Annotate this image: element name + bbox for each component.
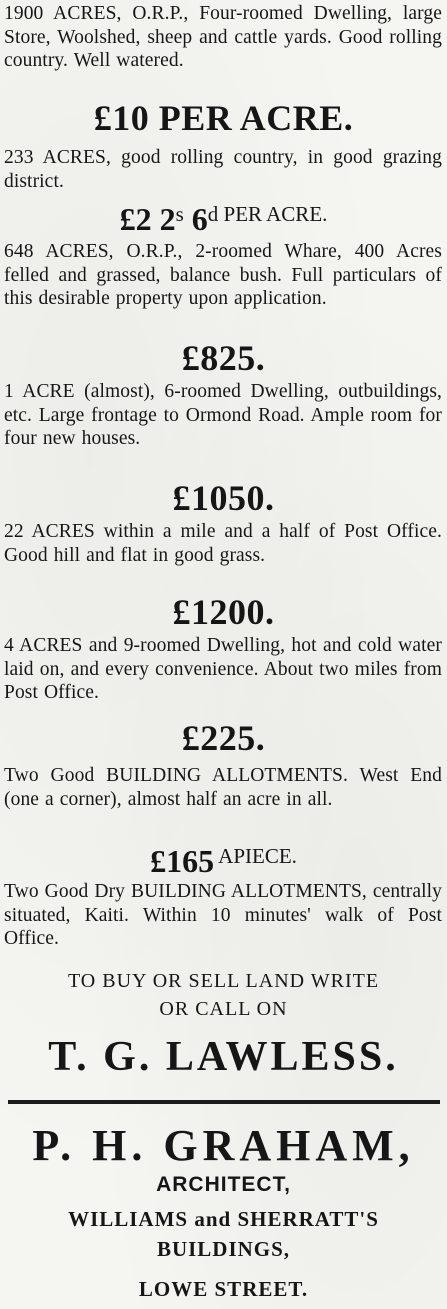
listing-2-price-s: s: [175, 202, 184, 226]
listing-7-price: [0, 838, 447, 879]
listing-5-description: 22 ACRES within a mile and a half of Post Office. Good hill and flat in good grass.: [4, 521, 442, 566]
cta-line-1: TO BUY OR SELL LAND WRITE: [67, 970, 380, 992]
architect-address-line-3: LOWE STREET.: [138, 1277, 309, 1301]
listing-2-price-d: d: [207, 202, 219, 226]
architect-name: P. H. GRAHAM,: [32, 1121, 415, 1170]
architect-address-line-2: BUILDINGS,: [156, 1237, 291, 1261]
listing-7-description: Two Good BUILDING ALLOTMENTS. West End (one a corner), almost half an acre in all.: [4, 765, 442, 810]
listing-2-price-main: £2 2: [119, 201, 176, 237]
agent-name: T. G. LAWLESS.: [48, 1034, 399, 1080]
listing-2-price-six: 6: [183, 201, 208, 237]
listing-5-price: £1200.: [172, 592, 275, 632]
architect-address-line-1: WILLIAMS and SHERRATT'S: [68, 1207, 379, 1231]
listing-1-description: 1900 ACRES, O.R.P., Four-roomed Dwelling, large Store, Woolshed, sheep and cattle yards. Good rolling country. Well watered.: [4, 3, 442, 71]
listing-3-price: £825.: [181, 338, 266, 378]
cta-line-2: OR CALL ON: [159, 998, 288, 1020]
listing-2-price-suffix: PER ACRE.: [218, 202, 328, 226]
listing-6-price: £225.: [181, 718, 266, 758]
architect-title: ARCHITECT,: [156, 1173, 291, 1196]
listing-4-price: £1050.: [172, 478, 275, 518]
listing-1-price: £10 PER ACRE.: [93, 98, 354, 138]
listing-4-description: 1 ACRE (almost), 6-roomed Dwelling, outbuildings, etc. Large frontage to Ormond Road. Ample room for four new houses.: [4, 381, 442, 449]
listing-6-description: 4 ACRES and 9-roomed Dwelling, hot and cold water laid on, and every convenience. About two miles from Post Office.: [4, 635, 442, 703]
listing-3-description: 648 ACRES, O.R.P., 2-roomed Whare, 400 Acres felled and grassed, balance bush. Full particulars of this desirable property upon application.: [4, 241, 442, 309]
listing-7-price-suffix: APIECE.: [214, 844, 297, 868]
listing-2-description: 233 ACRES, good rolling country, in good grazing district.: [4, 147, 442, 192]
listing-7-price-main: £165: [150, 843, 215, 879]
listing-2-price: [0, 196, 447, 237]
divider-rule: [8, 1100, 440, 1104]
listing-8-description: Two Good Dry BUILDING ALLOTMENTS, centrally situated, Kaiti. Within 10 minutes' walk of Post Office.: [4, 881, 442, 949]
